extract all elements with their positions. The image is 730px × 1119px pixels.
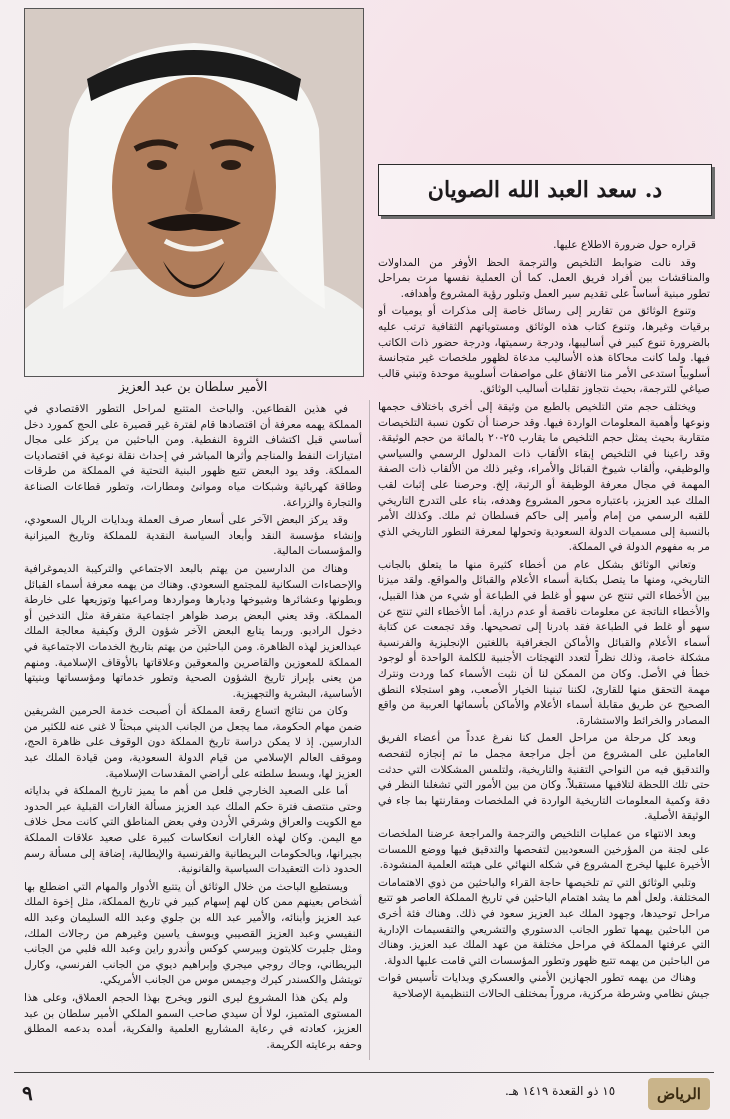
issue-date: ١٥ ذو القعدة ١٤١٩ هـ. xyxy=(505,1084,616,1098)
article-column-left xyxy=(24,402,362,1058)
paragraph: وبعد كل مرحلة من مراحل العمل كنا نفرغ عدداً من أعضاء الفريق العاملين على المشروع من أجل مراجعة مجمل ما تم إنجازه لتفحصه والتدقيق فيه من النواحي التقنية والتاريخية، ولتلمس المشكلات التي حدثت حتى تلك اللحظة لتلافيها مستقبلاً. وكان من بين الأمور التي تشغلنا النظر في دقة وكمية المعلومات التاريخية الواردة في الملخصات ومقارنتها بما جاء في الوثيقة الأصلية. xyxy=(378,732,710,823)
paragraph: وقد نالت ضوابط التلخيص والترجمة الحظ الأوفر من المداولات والمناقشات بين أفراد فريق العمل. كما أن العملية نفسها مرت بمراحل تطور مبنية أساساً على تقديم سير العمل وتبلور رؤية المشروع وأهدافه. xyxy=(378,256,710,300)
column-divider xyxy=(369,400,370,1060)
paragraph: ولم يكن هذا المشروع ليرى النور ويخرج بهذا الحجم العملاق، وعلى هذا المستوى المتميز، لولا أن سيدي صاحب السمو الملكي الأمير سلطان بن عبد العزيز، كعادته في رعاية المشاريع العلمية والفكرية، أمده بدعمه المطلق وحفه برعايته الكريمة. xyxy=(24,991,362,1051)
paragraph: وبعد الانتهاء من عمليات التلخيص والترجمة والمراجعة عرضنا الملخصات على لجنة من المؤرخين السعوديين لتفحصها والتدقيق فيها ووضع اللمسات الأخيرة عليها ليخرج المشروع في شكله النهائي على هيئته العلمية المنشودة. xyxy=(378,827,710,872)
paragraph: وقد يركز البعض الآخر على أسعار صرف العملة وبدايات الريال السعودي، وإنشاء مؤسسة النقد وأبعاد السياسة النقدية للمملكة وتاريخ الميزانية والمؤسسات المالية. xyxy=(24,514,362,558)
author-name: د. سعد العبد الله الصويان xyxy=(427,177,663,203)
portrait-photo xyxy=(24,8,364,377)
page-number: ٩ xyxy=(22,1081,33,1105)
paragraph: وتنوع الوثائق من تقارير إلى رسائل خاصة إلى مذكرات أو يوميات أو برقيات وغيرها، وتنوع كتاب هذه الوثائق ومستوياتهم الثقافية ترتب عليه بالضرورة تنوع كبير في أساليبها، ودرجة رسميتها، ودرجة حضور ذات الكاتب فيها. ولما كانت محاكاة هذه الأساليب مدعاة لظهور ملخصات غير متجانسة أسلوبياً استدعى الأمر منا الاتفاق على مواصفات أسلوبية موحدة وتبني قالب صياغي للترجمة، بحيث نتجاوز تقلبات أساليب الوثائق. xyxy=(378,305,710,396)
author-name-box xyxy=(378,164,712,216)
magazine-logo xyxy=(648,1078,710,1110)
logo-text: الرياض xyxy=(657,1085,701,1103)
paragraph: ويستطيع الباحث من خلال الوثائق أن يتتبع الأدوار والمهام التي اضطلع بها أشخاص بعينهم ممن كان لهم إسهام كبير في تاريخ المملكة، مثل إخوة الملك عبد العزيز وأبنائه، والأمير عبد الله بن جلوي وعبد الله السليمان وعبد الله النفيسي وعبد العزيز القصيبي ويوسف ياسين وغيرهم من رجالات الملك، ومثل جليرت كلايتون وبيرسي كوكس وأندرو راين وعبد الله فلبي من الجانب البريطاني، وجاك روجي ميجري وإبراهيم ديوي من الجانب الفرنسي، وكارل تويتشل والكسندر كيرك وجيمس موس من الجانب الأمريكي. xyxy=(24,880,362,987)
paragraph: وتلبي الوثائق التي تم تلخيصها حاجة القراء والباحثين من ذوي الاهتمامات المختلفة. ولعل أهم ما يشد اهتمام الباحثين في تاريخ المملكة العاصر هو تتبع مراحل توحيدها، وجهود الملك عبد العزيز سعود في ذلك. وهناك فئة أخرى من الباحثين يهمها تطور الجانب الدستوري والتشريعي والتقسيمات الإدارية التي عرفتها المملكة في مراحل مختلفة من عهد الملك عبد العزيز. وهناك من الباحثين من يهمه تتبع ظهور وتطور المؤسسات التي قامت عليها الدولة. xyxy=(378,876,710,967)
paragraph: وهناك من الدارسين من يهتم بالبعد الاجتماعي والتركيبة الديموغرافية والإحصاءات السكانية للمجتمع السعودي. وهناك من يهمه معرفة أسماء القبائل وبطونها وعشائرها وشيوخها وديارها ومواردها ومراعيها وتوزيعها على خارطة المملكة. وقد يعني البعض برصد ظواهر اجتماعية متفرقة مثل التدخين أو دخول الراديو. وربما يتابع البعض الآخر شؤون الرق وكيفية معالجة الملك عبدالعزيز لهذه الظاهرة. ومن الباحثين من يهتم بتاريخ الخدمات الاجتماعية في المملكة للمعوزين والقاصرين والمعوقين وعلاقاتها بالأوقاف الإسلامية. ومنهم من يعنى بإبراز تاريخ الشؤون الصحية وتطور خدماتها ومؤسساتها وبنيتها الأساسية، البشرية والتجهيزية. xyxy=(24,562,362,700)
paragraph: ويختلف حجم متن التلخيص بالطبع من وثيقة إلى أخرى باختلاف حجمها ونوعها وأهمية المعلومات الواردة فيها. وقد حرصنا أن تكون نسبة التلخيصات متقاربة بحيث يمثل حجم التلخيص ما يقارب ٢٥-٢٠ بالمائة من حجم الوثيقة. وقد راعينا في التلخيص إبقاء الألقاب ذات المدلول الرسمي والسياسي والوظيفي، وألقاب شيوخ القبائل والأمراء، وغير ذلك من الألقاب ذات الصفة المهمة في مجال معرفة الوظيفة أو الرتبة، إلخ. وحرصنا على إثبات لقب الملك عبد العزيز، باعتباره محور المشروع وهدفه، بناء على التدرج التاريخي للقبه الرسمي من إمام وأمير إلى حاكم فسلطان ثم ملك. وكذلك الأمر بالنسبة إلى مسميات الدولة السعودية وتحولها لمعرفة التطور التاريخي الذي مر به مفهوم الدولة في المملكة. xyxy=(378,400,710,554)
portrait-illustration xyxy=(25,9,363,376)
paragraph: قراره حول ضرورة الاطلاع عليها. xyxy=(553,239,696,251)
paragraph: في هذين القطاعين. والباحث المتتبع لمراحل التطور الاقتصادي في المملكة يهمه معرفة أن اقتصادها قام لفترة غير قصيرة على الحج كمورد دخل أساسي قبل اكتشاف الثروة النفطية. ومن الباحثين من يركز على مجال امتيازات النفط والمناجم وأثرها المباشر في إحداث نقلة نوعية في اقتصاديات المملكة. وقد يود البعض تتبع ظهور البنية التحتية في المملكة من طرقات وطاقة كهربائية وشبكات مياه وموانئ ومطارات، وتطور قطاعات الصناعة والتجارة والزراعة. xyxy=(24,403,362,509)
paragraph: أما على الصعيد الخارجي فلعل من أهم ما يميز تاريخ المملكة في بداياته وحتى منتصف فترة حكم الملك عبد العزيز مسألة الغارات القبلية عبر الحدود مع الكويت والعراق وشرقي الأردن وفي بعض المناطق التي كانت محل خلاف مع اليمن. وكان لهذه الغارات انعكاسات كبيرة على صعيد علاقات المملكة بجيرانها، وبالحكومات البريطانية والفرنسية والإيطالية، إضافة إلى مسألة رسم الحدود ذات التعقيدات السياسية والقانونية. xyxy=(24,785,362,876)
paragraph: وكان من نتائج اتساع رقعة المملكة أن أصبحت خدمة الحرمين الشريفين ضمن مهام الحكومة، مما يجعل من الجانب الديني مبحثاً لا غنى عنه للكثير من الدارسين. إذ لا يمكن دراسة تاريخ المملكة دون الوقوف على ظاهرة الحج، وموقف العالم الإسلامي من قيام الدولة السعودية، ومن قيادة الملك عبد العزيز لها، وبسط سلطته على أراضي المقدسات الإسلامية. xyxy=(24,705,362,780)
article-column-right xyxy=(378,238,710,1058)
photo-caption: الأمير سلطان بن عبد العزيز xyxy=(118,380,268,395)
footer-rule xyxy=(14,1072,714,1073)
paragraph: وتعاني الوثائق بشكل عام من أخطاء كثيرة منها ما يتعلق بالجانب التاريخي، ومنها ما يتصل بكتابة أسماء الأعلام والقبائل والمواقع. ولقد ميزنا بين الأخطاء التي تنتج عن سهو أو غلط في الطباعة أو شيء من هذا القبيل، والأخطاء الناتجة عن معلومات ناقصة أو عدم دراية. أما الأخطاء التي تنتج عن سهو أو غلط في الطباعة فقد بادرنا إلى تصحيحها. وقد تجمعت عن كتابة أسماء الأعلام والقبائل والأماكن الجغرافية باللغتين الإنجليزية والفرنسية مشكلة خاصة، وذلك نظراً لتعدد التهجئات الأجنبية للكلمة الواحدة أو لوجود خطأ في الأصل. وكان من الممكن لنا أن نثبت الأسماء كما وردت ونترك مهمة التحقق منها للقارئ، لكننا تبنينا الخيار الأصعب، وهو استجلاء النطق الصحيح عن طريق مقابلة أسماء الأعلام والأماكن بأسمائها العربية من واقع المصادر والخرائط والاستشارة. xyxy=(378,558,710,727)
paragraph: وهناك من يهمه تطور الجهازين الأمني والعسكري وبدايات تأسيس قوات جيش نظامي وشرطة مركزية، مروراً بمختلف الحالات التنظيمية الإصلاحية xyxy=(378,972,710,1000)
